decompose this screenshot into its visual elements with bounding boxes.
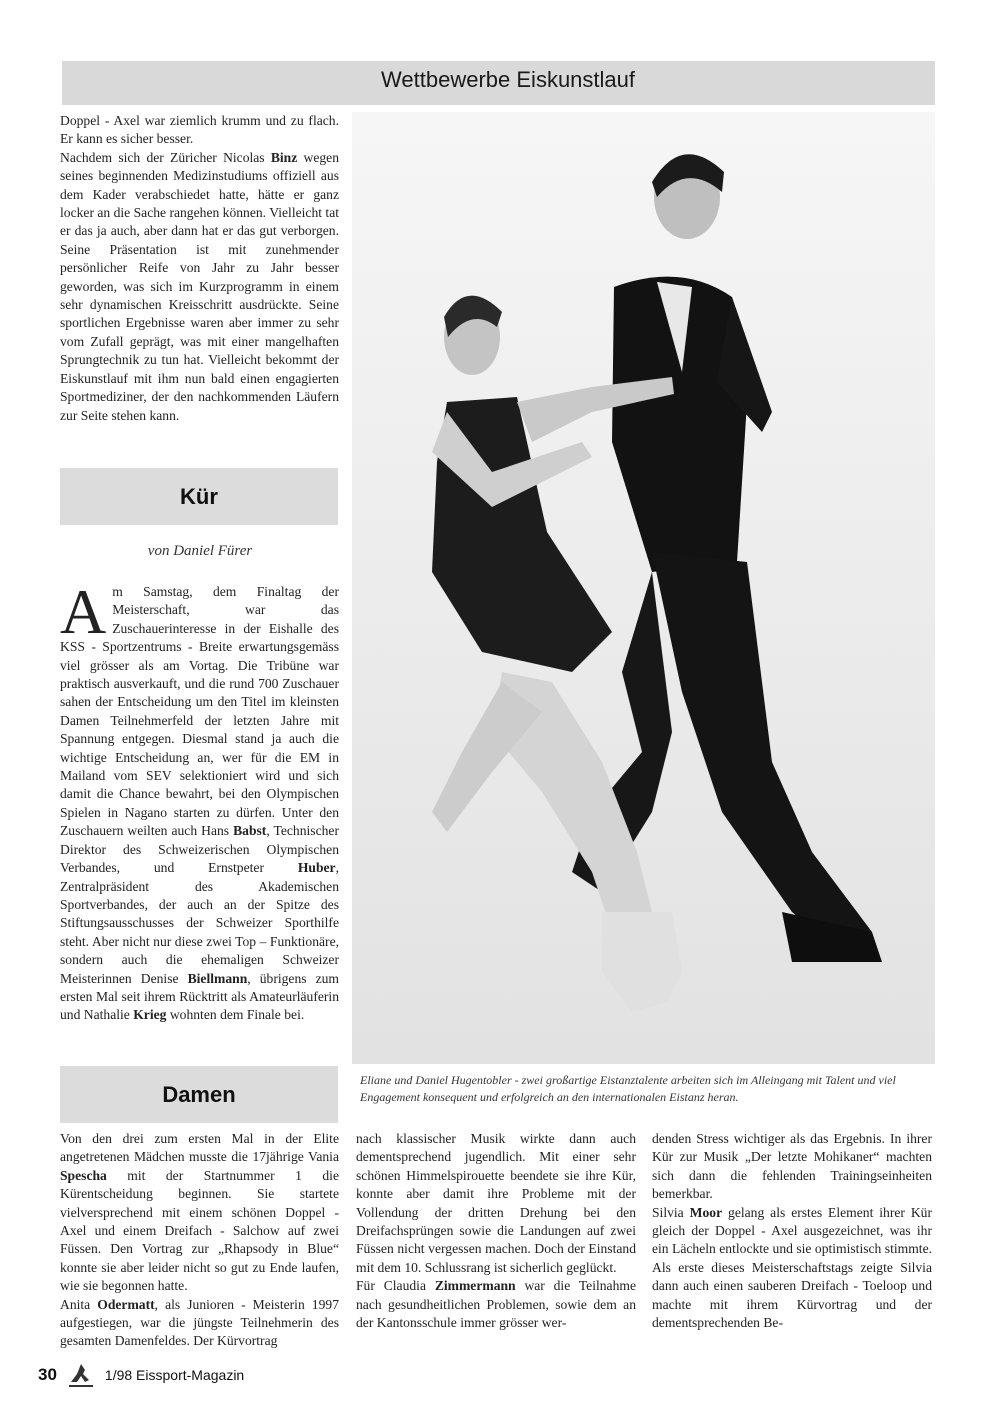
- byline: von Daniel Fürer: [147, 543, 253, 559]
- damen-column-3: [652, 1130, 932, 1332]
- damen-column-2: [356, 1130, 636, 1332]
- skaters-illustration: [352, 112, 935, 1064]
- kur-heading-box: [60, 468, 338, 525]
- damen-column-1: [60, 1130, 339, 1351]
- intro-paragraph: Doppel - Axel war ziemlich krumm und zu flach. Er kann es sicher besser.: [60, 113, 339, 147]
- page-footer: [38, 1362, 244, 1388]
- damen-paragraph: Silvia Moor gelang als erstes Element ihrer Kür gleich der Doppel - Axel ausgezeichnet, was ihr ein Lächeln entlockte und sie optimistisch stimmte. Als erste dieses Meisterschaftstags zeigte Silvia dann auch einen sauberen Dreifach - Toeloop und machte mit ihrem Kürvortrag und der dementsprechenden Be-: [652, 1204, 932, 1331]
- damen-heading-box: [60, 1066, 338, 1123]
- damen-paragraph: Anita Odermatt, als Junioren - Meisterin 1997 aufgestiegen, war die jüngste Teilnehmerin des gesamten Damenfeldes. Der Kürvortrag: [60, 1296, 339, 1349]
- damen-paragraph: Für Claudia Zimmermann war die Teilnahme nach gesundheitlichen Problemen, sowie dem an der Kantonsschule immer grösser wer-: [356, 1278, 636, 1331]
- photo-caption: Eliane und Daniel Hugentobler - zwei großartige Eistanztalente arbeiten sich im Alleingang mit Talent und viel Engagement konsequent und erfolgreich an den internationalen Eistanz heran.: [360, 1073, 896, 1104]
- page-number: 30: [38, 1365, 57, 1384]
- kur-heading: Kür: [180, 483, 218, 509]
- intro-paragraph: Nachdem sich der Züricher Nicolas Binz wegen seines beginnenden Medizinstudiums offiziell aus dem Kader verabschiedet hatte, hätte er ganz locker an die Sache rangehen können. Vielleicht tat er das ja auch, aber dann hat er das gut verborgen. Seine Präsentation ist mit zunehmender persönlicher Reife von Jahr zu Jahr besser geworden, was sich im Kurzprogramm in einem sehr dynamischen Kreisschritt ausdrückte. Seine sportlichen Ergebnisse waren aber immer zu sehr vom Zufall geprägt, was mit einer mangelhaften Sprungtechnik zu tun hat. Vielleicht bekommt der Eiskunstlauf mit ihm nun bald einen engagierten Sportmediziner, der den nachkommenden Läufern zur Seite stehen kann.: [60, 149, 340, 423]
- intro-column: [60, 112, 339, 425]
- skater-logo-icon: [67, 1362, 95, 1388]
- kur-paragraph: [60, 576, 339, 1025]
- ice-dance-photo: [352, 112, 935, 1064]
- kur-text: m Samstag, dem Finaltag der Meisterschaft, war das Zuschauerinteresse in der Eishalle des KSS - Sportzentrums - Breite erwartungsgemäss viel grösser als am Vortag. Die Tribüne war praktisch ausverkauft, und die rund 700 Zuschauer sahen der Entscheidung um den Titel im kleinsten Damen Teilnehmerfeld der letzten Jahre mit Spannung entgegen. Diesmal stand ja auch die wichtige Entscheidung an, wer für die EM in Mailand vom SEV selektioniert wird und sich damit die Chance bewahrt, bei den Olympischen Spielen in Nagano starten zu dürfen. Unter den Zuschauern weilten auch Hans Babst, Technischer Direktor des Schweizerischen Olympischen Verbandes, und Ernstpeter Huber, Zentralpräsident des Akademischen Sportverbandes, der auch an der Spitze des Stiftungsausschusses der Schweizer Sporthilfe steht. Aber nicht nur diese zwei Top – Funktionäre, sondern auch die ehemaligen Schweizer Meisterinnen Denise Biellmann, übrigens zum ersten Mal seit ihrem Rücktritt als Amateurläuferin und Nathalie Krieg wohnten dem Finale bei.: [60, 584, 339, 1023]
- section-header-bar: [62, 61, 935, 105]
- kur-article: [60, 576, 339, 1025]
- damen-heading: Damen: [162, 1081, 236, 1107]
- drop-cap: A: [60, 576, 107, 647]
- issue-label: 1/98 Eissport-Magazin: [104, 1367, 245, 1383]
- damen-paragraph: denden Stress wichtiger als das Ergebnis. In ihrer Kür zur Musik „Der letzte Mohikaner“ machten sich dann die fehlenden Trainingseinheiten bemerkbar.: [652, 1131, 932, 1202]
- damen-paragraph: Von den drei zum ersten Mal in der Elite angetretenen Mädchen musste die 17jährige Vania Spescha mit der Startnummer 1 die Kürentscheidung beginnen. Sie startete vielversprechend mit einem schönen Doppel - Axel und einem Dreifach - Salchow auf zwei Füssen. Den Vortrag zur „Rhapsody in Blue“ konnte sie aber leider nicht so gut zu Ende laufen, wie sie begonnen hatte.: [60, 1131, 339, 1294]
- page-title: Wettbewerbe Eiskunstlauf: [381, 67, 635, 92]
- damen-paragraph: nach klassischer Musik wirkte dann auch dementsprechend jugendlich. Mit einer sehr schönen Himmelspirouette beendete sie ihre Kür, konnte aber damit ihre Probleme mit der Vollendung der dritten Drehung bei den Dreifachsprüngen sowie die Landungen auf zwei Füssen nicht vergessen machen. Doch der Einstand mit dem 10. Schlussrang ist sicherlich geglückt.: [356, 1131, 636, 1275]
